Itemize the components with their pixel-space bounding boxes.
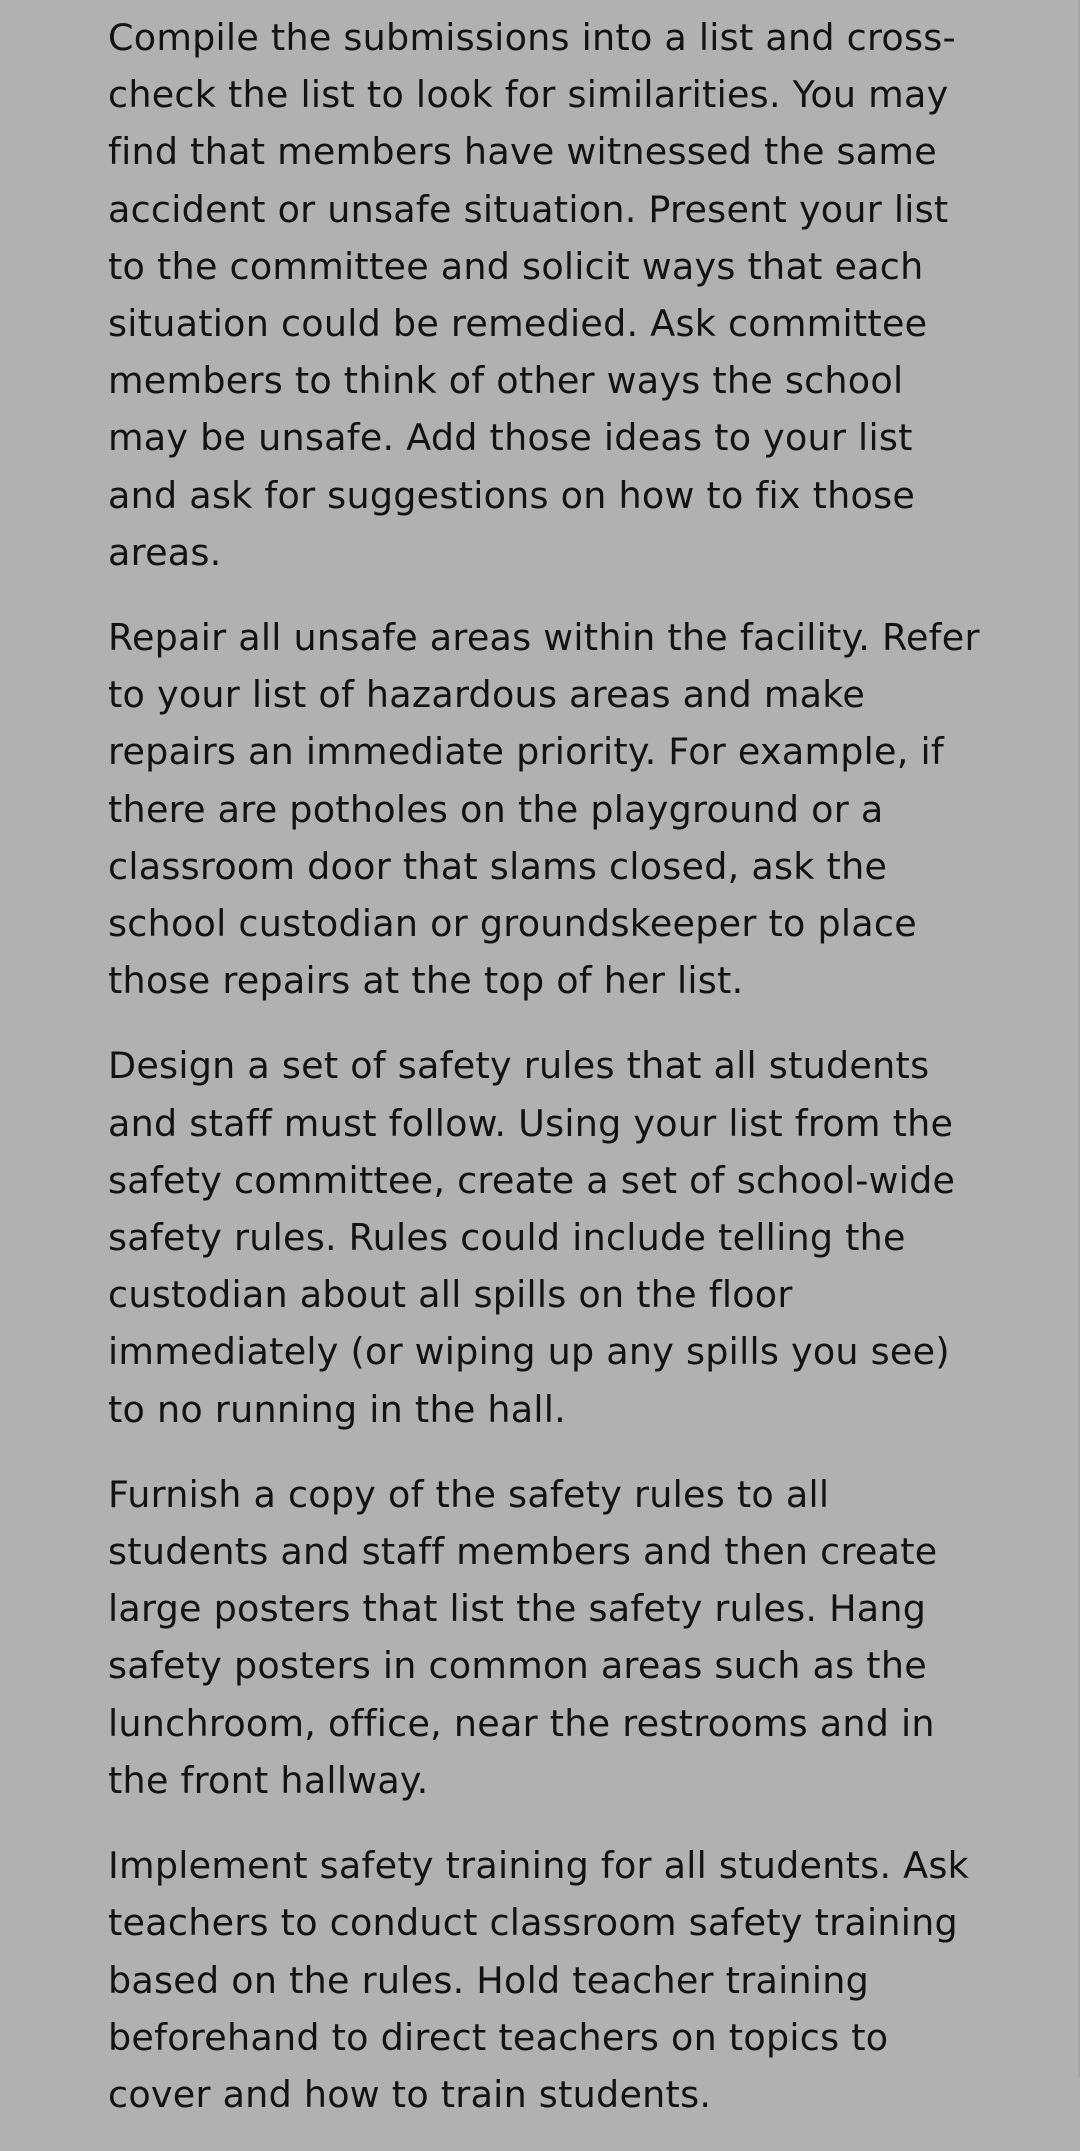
article-body xyxy=(108,9,982,2151)
paragraph-design-safety-rules: Design a set of safety rules that all students and staff must follow. Using your list from the safety committee, create a set of school-wide safety rules. Rules could include telling the custodian about all spills on the floor immediately (or wiping up any spills you see) to no running in the hall. xyxy=(108,1044,956,1431)
paragraph-furnish-safety-rules: Furnish a copy of the safety rules to all students and staff members and then create large posters that list the safety rules. Hang safety posters in common areas such as the lunchroom, office, near the restrooms and in the front hallway. xyxy=(108,1472,938,1802)
paragraph-compile-submissions: Compile the submissions into a list and cross-check the list to look for similarities. You may find that members have witnessed the same accident or unsafe situation. Present your list to the committee and solicit ways that each situation could be remedied. Ask committee members to think of other ways the school may be unsafe. Add those ideas to your list and ask for suggestions on how to fix those areas. xyxy=(108,16,956,574)
paragraph-repair-unsafe-areas: Repair all unsafe areas within the facility. Refer to your list of hazardous areas and make repairs an immediate priority. For example, if there are potholes on the playground or a classroom door that slams closed, ask the school custodian or groundskeeper to place those repairs at the top of her list. xyxy=(108,616,980,1003)
paragraph-implement-safety-training: Implement safety training for all students. Ask teachers to conduct classroom safety training based on the rules. Hold teacher training beforehand to direct teachers on topics to cover and how to train students. xyxy=(108,1844,970,2116)
